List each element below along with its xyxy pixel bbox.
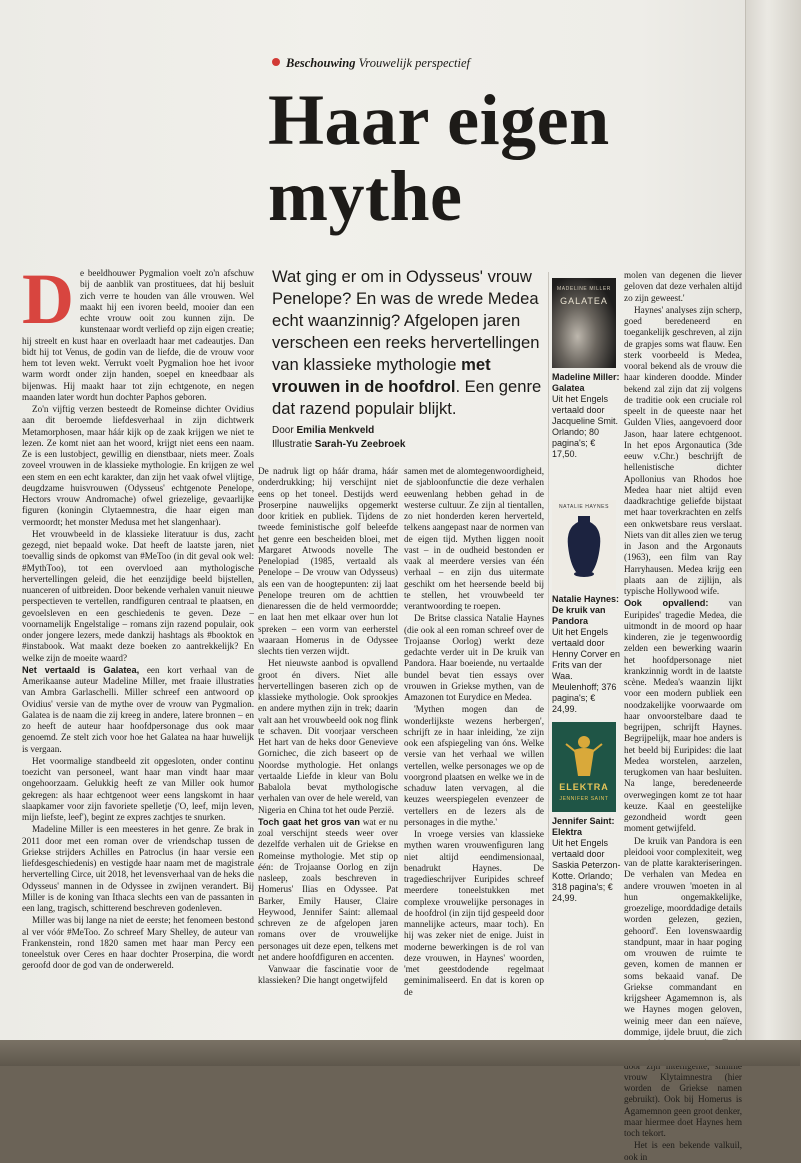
headline xyxy=(268,82,738,234)
paragraph: De Britse classica Natalie Haynes (die ook al een roman schreef over de Trojaanse Oorlog) werkt deze gedachte verder uit in De kruik van Pandora. Haar boeiende, nu vertaalde bundel bevat tien essays over vrouwen in Griekse mythen, van de Amazonen tot Eurydice en Medea. xyxy=(404,613,544,702)
author-name: Emilia Menkveld xyxy=(296,425,375,436)
lead-in: Net vertaald is Galatea, xyxy=(22,664,140,675)
jar-illustration-icon xyxy=(552,500,616,590)
paragraph: samen met de alomtegenwoordigheid, de sjabloonfunctie die deze verhalen eeuwenlang hebben gehad in de westerse cultuur. Ze zijn al tientallen, zo niet honderden keren herverteld, telkens aangepast naar de normen van de eigen tijd. Mythen liggen nooit vast – in de oudheid bestonden er vaak al meerdere versies van één verhaal – en zijn dus uitermate geschikt om het heersende beeld bij te stellen, het vrouwbeeld ter verantwoording te roepen. xyxy=(404,466,544,611)
cover-author: NATALIE HAYNES xyxy=(558,504,610,510)
book-cover-galatea xyxy=(552,278,616,368)
book-details: Uit het Engels vertaald door Jacqueline Smit. Orlando; 80 pagina's; € 17,50. xyxy=(552,394,619,459)
illustrator-name: Sarah-Yu Zeebroek xyxy=(314,439,406,450)
byline-prefix: Door xyxy=(272,425,294,436)
paragraph: Madeline Miller is een meesteres in het genre. Ze brak in 2011 door met een roman over de vriendschap tussen de Griekse strijders Achilles en Patroclus (in haar versie een liefdesgeschiedenis) en vestigde haar naam met de magistrale hervertelling Circe, uit 2018, het levensverhaal van de heks die Odysseus' mannen in de Odyssee in zwijnen verandert. Bij Miller is de koning van Ithaca slechts een van de passanten in een lang, tragisch, schitterend beschreven godenleven. xyxy=(22,824,254,913)
book-info xyxy=(552,816,622,904)
standfirst-end: . Een genre dat razend populair blijkt. xyxy=(272,377,542,418)
book-box-pandora xyxy=(552,500,622,715)
column-divider xyxy=(548,272,549,972)
paragraph: De kruik van Pandora is een pleidooi voor complexiteit, weg van de platte karakteriseringen. De verhalen van Medea en andere vrouwen 'moeten in al hun ongemakkelijke, groezelige, moorddadige details worden gelezen, gezien, gehoord'. Een lovenswaardig standpunt, maar in haar poging om vrouwen de ruimte te geven, komen de mannen er soms bekaaid vanaf. De Griekse commandant en krijgsheer Agamemnon is, als we Haynes mogen geloven, weinig meer dan een naïeve, dommige, ijdele bruut, die zich vrouw Klytaimnestra (hier worden de Griekse namen gebruikt). Ook bij Homerus is Agamemnon geen groot denker, maar hiermee doet Haynes hem toch tekort. xyxy=(624,835,743,1138)
cover-author: MADELINE MILLER xyxy=(556,286,611,292)
headline-line-1: Haar eigen xyxy=(268,80,610,160)
book-details: Uit het Engels vertaald door Saskia Peterzon-Kotte. Orlando; 318 pagina's; € 24,99. xyxy=(552,838,621,903)
paragraph: In vroege versies van klassieke mythen waren vrouwenfiguren lang niet altijd eendimensionaal, benadrukt Haynes. De tragedieschrijver Euripides schreef meerdere toneelstukken met complexe vrouwelijke personages in de hoofdrol (in zijn tijd gespeeld door mannelijke acteurs, maar toch). En hij was zeker niet de enige. Juist in moderne bewerkingen is de rol van deze vrouwen, in Haynes' woorden, 'met geestdodende regelmaat geminimaliseerd. En dat is koren op de xyxy=(404,829,544,997)
book-title: Natalie Haynes: De kruik van Pandora xyxy=(552,594,620,626)
byline xyxy=(272,424,405,452)
paragraph: De nadruk ligt op háár drama, háár onderdrukking; hij verschijnt niet eens op het toneel. Destijds werd Proserpine nauwelijks opgemerkt door kritiek en publiek. Tijdens de tweede feministische golf beleefde het genre een bescheiden bloei, met Margaret Atwoods novelle The Penelopiad (1985, vertaald als Penelope – De vrouw van Odysseus) als een van de hoogtepunten: zij laat Penelope treuren om de achttien dienaressen die de held vermoordde; en laat hen met elkaar over hun lot spreken – een vorm van eerherstel waaraan Homerus in de Odyssee slechts tien verzen wijdt. xyxy=(258,466,398,656)
opening-paragraph: De beeldhouwer Pygmalion voelt zo'n afschuw bij de aanblik van prostituees, dat hij besluit zich verre te houden van álle vrouwen. Wel maakt hij een ivoren beeld, mooier dan een echte vrouw ooit zou kunnen zijn. De kunstenaar wordt verliefd op zijn eigen creatie; hij streelt en kust haar en overlaadt haar met cadeautjes. Dan bidt hij tot Venus, de godin van de liefde, die de vrouw voor hem tot leven wekt. Verrukt voelt Pygmalion hoe het ivoor warm wordt onder zijn handen, soepel en kneedbaar als bijenwas. Hij maakt haar tot zijn echtgenote, en negen maanden later wordt hun dochter Paphos geboren. xyxy=(22,259,254,402)
paragraph: Het vrouwbeeld in de klassieke literatuur is dus, zacht gezegd, niet bepaald woke. Dat heeft de laatste jaren, niet toevallig sinds de opkomst van #MeToo (in dit geval ook wel: #MythToo), tot een overvloed aan mythologische hervertellingen geleid, die het eenzijdige beeld bijstellen, nuanceren of uitbreiden. Door bekende verhalen vanuit nieuwe perspectieven te vertellen, randfiguren centraal te plaatsen, en gevoelsleven en een geschiedenis te geven. Deze – voornamelijk Engelstalige – romans zijn razend populair, ook onder jongere lezers, mede dankzij hashtags als #booktok en #instabook. Wat maakt deze boeken zo aantrekkelijk? En welke zijn de moeite waard? xyxy=(22,528,254,663)
lead-in: Ook opvallend: xyxy=(624,598,709,609)
paragraph: Het voormalige standbeeld zit opgesloten, onder continu toezicht van personeel, want haar man vindt haar maar ongehoorzaam. Gelukkig heeft ze van Miller ook humor gekregen: als haar echtgenoot weer eens langskomt in haar slaapkamer voor zijn favoriete spelletje ('O, leef, mijn leven, mijn liefste, leef'), begint ze expres zachtjes te snurken. xyxy=(22,755,254,822)
standfirst-text: Wat ging er om in Odysseus' vrouw Penelope? En was de wrede Medea echt waanzinnig? Afgelopen jaren verscheen een reeks hervertellingen van klassieke mythologie xyxy=(272,267,540,374)
paragraph: 'Mythen mogen dan de wonderlijkste wezens herbergen', schrijft ze in haar inleiding, 'ze zijn ook een afspiegeling van óns. Welke versie van het verhaal we willen vertellen, welke personages we op de voorgrond plaatsen en welke we in de schaduw laten vervagen, al die keuzes weerspiegelen evenzeer de vertellers en de lezers als de personages in die mythe.' xyxy=(404,704,544,827)
book-title: Madeline Miller: Galatea xyxy=(552,372,620,393)
paragraph: molen van degenen die liever geloven dat deze verhalen altijd zo zijn geweest.' xyxy=(624,270,742,303)
paragraph: Het nieuwste aanbod is opvallend groot én divers. Niet alle hervertellingen baseren zich op de klassieke mythologie. Ook sprookjes en andere mythen zijn in trek; daarin valt aan het vrouwbeeld ook nog flink te schaven. Dit voorjaar verscheen Het hart van de heks door Genevieve Gornichec, die zich baseert op de Noordse mythologie. Het onlangs vertaalde Liefde in kleur van Bolu Babalola bevat mythologische verhalen van over de hele wereld, van Nigeria en China tot het oude Perzië. xyxy=(258,658,398,815)
paragraph: Haynes' analyses zijn scherp, goed beredeneerd en toegankelijk geschreven, al zijn de grapjes soms wat flauw. Een sterk voorbeeld is Medea, vooral bekend als de vrouw die haar kinderen doodde. Minder bekend zal zijn dat zij volgens de traditie ook een cruciale rol speelt in de queeste naar het Gulden Vlies, aangevoerd door Jason, haar latere echtgenoot. In het epos Argonautica (3de eeuw v.Chr.) beschrijft de hellenistische dichter Apollonius van Rhodos hoe Medea haar niet altijd even daadkrachtige geliefde bijstaat met haar toverkrachten en zelfs een onkwetsbare reus verslaat. Niets van dit alles zien we terug in Jason and the Argonauts (1963), een film van Ray Harryhausen. Medea krijg een plaats aan de zijlijn, als typische Hollywood wife. xyxy=(624,304,742,596)
paragraph: Het is een bekende valkuil, ook in xyxy=(624,1140,742,1162)
book-box-galatea xyxy=(552,278,622,460)
book-info xyxy=(552,594,622,715)
cover-title: GALATEA xyxy=(560,296,608,306)
article-column-5 xyxy=(624,270,743,1162)
article-column-2 xyxy=(258,466,398,990)
next-page-edge xyxy=(745,0,801,1040)
cover-title: ELEKTRA xyxy=(559,782,609,792)
paragraph: Miller was bij lange na niet de eerste; het fenomeen bestond al ver vóór #MeToo. Zo schreef Mary Shelley, de auteur van Frankenstein, rond 1820 samen met haar man Percy een toneelstuk over Ceres en haar dochter Proserpina, die wordt geroofd door de god van de onderwereld. xyxy=(22,915,254,971)
book-cover-pandora xyxy=(552,500,616,590)
standfirst-emphasis: met vrouwen in de hoofdrol xyxy=(272,355,491,396)
section-kicker xyxy=(272,56,470,71)
paragraph: Zo'n vijftig verzen besteedt de Romeinse dichter Ovidius aan dit beroemde liefdesverhaal in zijn dichtwerk Metamorphosen, maar háár kijk op de zaak krijgen we niet te lezen. Ze komt niet aan het woord, krijgt niet eens een naam. Ze is een lustobject, gewillig en dienstbaar, niets meer. Zoals zoveel vrouwen in de klassieke mythologie. En krijgen ze wel een stem en een echt karakter, dan zijn het vaak ofwel vlijtige, deugdzame huisvrouwen (Odysseus' echtgenote Penelope, Hectors vrouw Andromache) ofwel griezelige, gevaarlijke figuren (koningin Clytaemnestra, die haar eigen man vermoordt; het monster Medusa met het slangenhaar). xyxy=(22,404,254,527)
paragraph: Vanwaar die fascinatie voor de klassieken? Die hangt ongetwijfeld xyxy=(258,964,398,986)
kicker-topic: Vrouwelijk perspectief xyxy=(358,56,471,70)
red-bullet-icon xyxy=(272,58,280,66)
article-column-1 xyxy=(22,259,254,971)
table-surface xyxy=(0,1040,800,1066)
drop-cap: D xyxy=(22,259,74,339)
article-column-3 xyxy=(404,466,544,997)
cover-author: JENNIFER SAINT xyxy=(559,796,609,802)
book-title: Jennifer Saint: Elektra xyxy=(552,816,615,837)
kicker-section: Beschouwing xyxy=(286,56,356,70)
headline-line-2: mythe xyxy=(268,156,463,236)
paragraph: Net vertaald is Galatea, een kort verhaal van de Amerikaanse auteur Madeline Miller, met fraaie illustraties van Ambra Garlaschelli. Miller schreef een antwoord op Ovidius' versie van de mythe over de vrouw van Pygmalion. Galatea is de naam die zij kreeg in andere, latere bronnen – en zo heeft de auteur haar hoofdpersonage dus ook maar genoemd. Ze stelt zich voor hoe het Galatea na haar huwelijk is vergaan. xyxy=(22,664,254,754)
illustration-prefix: Illustratie xyxy=(272,439,313,450)
paragraph: Ook opvallend: van Euripides' tragedie Medea, die uitmondt in de moord op haar kinderen, zie je tegenwoordig zelden een bewerking waarin het hoofdpersonage niet krankzinnig wordt in de laatste scène. Medea's waanzin lijkt voor een modern publiek een noodzakelijke voorwaarde om haar onvoorstelbare daad te begrijpen, schrijft Haynes. Begrijpelijk, maar hoe anders is het beeld bij Euripides: die laat Medea worstelen, aarzelen, terugkomen van haar besluiten. Na lange, beredeneerde overwegingen komt ze tot haar keuze. Kaal en geestelijke gezondheid wordt geen moment getwijfeld. xyxy=(624,598,742,834)
book-cover-elektra xyxy=(552,722,616,812)
lead-in: Toch gaat het gros van xyxy=(258,816,360,827)
book-details: Uit het Engels vertaald door Henny Corver en Frits van der Waa. Meulenhoff; 376 pagina's; € 24,99. xyxy=(552,627,621,714)
book-info xyxy=(552,372,622,460)
standfirst xyxy=(272,266,546,420)
paragraph: Toch gaat het gros van wat er nu zoal verschijnt steeds weer over dezelfde verhalen uit de Griekse en Romeinse mythologie. Met stip op één: de Trojaanse Oorlog en zijn nasleep, zoals beschreven in Homerus' Ilias en Odyssee. Pat Barker, Emily Hauser, Claire Heywood, Jennifer Saint: allemaal schreven ze de afgelopen jaren romans over de vrouwelijke personages uit deze epen, telkens met net andere hoofdfiguren en accenten. xyxy=(258,816,399,962)
book-box-elektra xyxy=(552,722,622,904)
